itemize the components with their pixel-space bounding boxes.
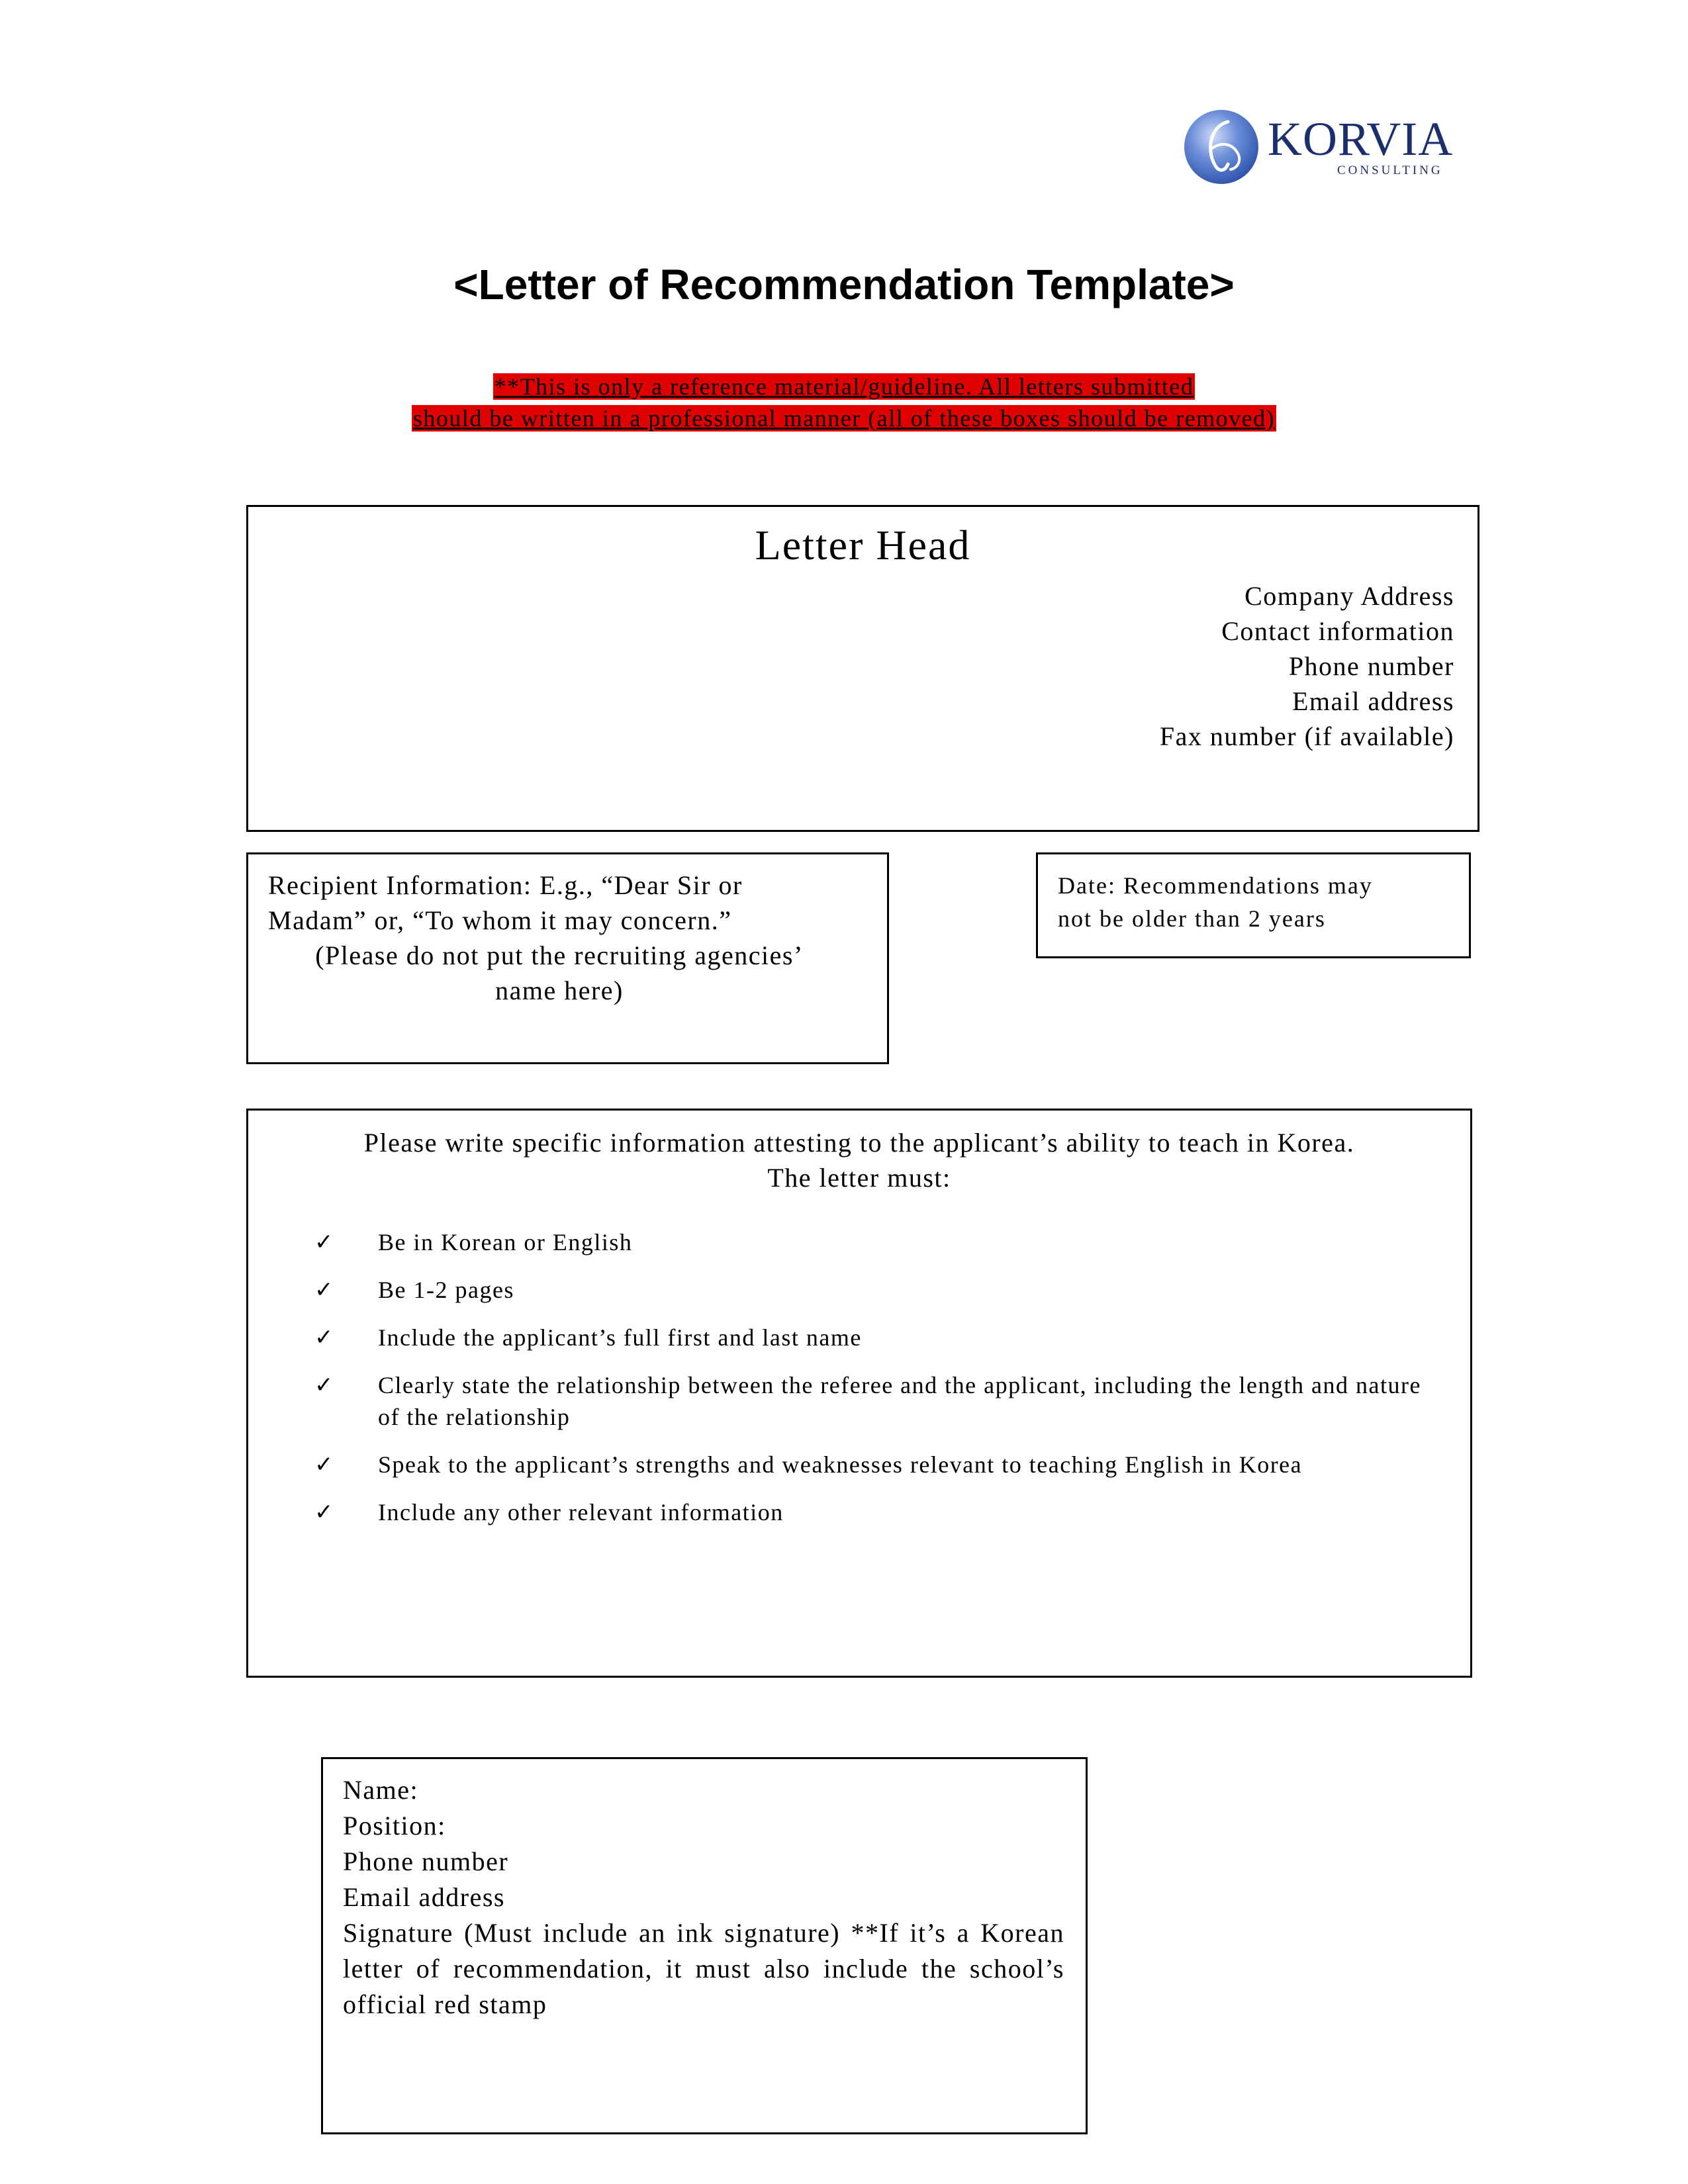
logo-subtext: CONSULTING xyxy=(1337,163,1443,177)
list-item-text: Clearly state the relationship between the referee and the applicant, including the length and nature of the relationship xyxy=(378,1372,1421,1430)
signature-name-label: Name: xyxy=(343,1775,419,1805)
checkmark-icon: ✓ xyxy=(314,1372,334,1398)
list-item xyxy=(314,1274,1440,1306)
checkmark-icon: ✓ xyxy=(314,1229,334,1255)
list-item-text: Speak to the applicant’s strengths and weaknesses relevant to teaching English in Korea xyxy=(378,1451,1303,1478)
list-item xyxy=(314,1226,1440,1258)
body-intro-line-2: The letter must: xyxy=(767,1163,951,1193)
letterhead-company-address: Company Address xyxy=(1244,581,1454,611)
signature-email-label: Email address xyxy=(343,1882,505,1912)
checkmark-icon: ✓ xyxy=(314,1499,334,1525)
date-line-1: Date: Recommendations may xyxy=(1058,872,1373,899)
recipient-info xyxy=(268,868,851,1008)
list-item xyxy=(314,1496,1440,1528)
recipient-line-4: name here) xyxy=(495,976,624,1005)
logo-emblem-icon xyxy=(1182,107,1261,187)
body-intro-line-1: Please write specific information attesting to the applicant’s ability to teach in Korea. xyxy=(363,1128,1355,1158)
body-intro xyxy=(248,1125,1470,1195)
letterhead-fax: Fax number (if available) xyxy=(1159,721,1454,751)
requirements-list xyxy=(314,1226,1440,1544)
checkmark-icon: ✓ xyxy=(314,1451,334,1478)
notice-line-2: should be written in a professional manner (all of these boxes should be removed) xyxy=(412,405,1276,432)
list-item-text: Include any other relevant information xyxy=(378,1499,784,1525)
signature-phone-label: Phone number xyxy=(343,1846,509,1876)
date-line-2: not be older than 2 years xyxy=(1058,905,1326,932)
list-item-text: Be in Korean or English xyxy=(378,1229,633,1255)
reference-notice xyxy=(0,371,1688,434)
logo-wordmark: KORVIA xyxy=(1268,113,1454,165)
checkmark-icon: ✓ xyxy=(314,1324,334,1351)
letterhead-title: Letter Head xyxy=(755,522,971,569)
list-item xyxy=(314,1369,1440,1433)
letterhead-details xyxy=(1160,578,1454,754)
letterhead-contact-info: Contact information xyxy=(1221,616,1454,646)
letterhead-phone: Phone number xyxy=(1288,651,1454,681)
list-item xyxy=(314,1322,1440,1353)
signature-position-label: Position: xyxy=(343,1811,446,1841)
recipient-line-1: Recipient Information: E.g., “Dear Sir or xyxy=(268,870,743,900)
signature-box xyxy=(321,1757,1088,2134)
recipient-line-2: Madam” or, “To whom it may concern.” xyxy=(268,905,732,935)
signature-note: Signature (Must include an ink signature) **If it’s a Korean letter of recommendation, it must also include the school’s official red stamp xyxy=(343,1918,1064,2019)
recipient-line-3: (Please do not put the recruiting agencies’ xyxy=(315,940,804,970)
list-item-text: Include the applicant’s full first and last name xyxy=(378,1324,862,1351)
recipient-box xyxy=(246,852,889,1064)
company-logo xyxy=(1182,106,1466,192)
date-box xyxy=(1036,852,1471,958)
signature-info xyxy=(343,1772,1064,2023)
page-title: <Letter of Recommendation Template> xyxy=(453,261,1235,308)
list-item xyxy=(314,1449,1440,1480)
letterhead-box xyxy=(246,505,1479,832)
letterhead-email: Email address xyxy=(1292,686,1454,716)
letter-body-box xyxy=(246,1109,1472,1678)
date-info xyxy=(1058,869,1455,935)
checkmark-icon: ✓ xyxy=(314,1277,334,1303)
list-item-text: Be 1-2 pages xyxy=(378,1277,514,1303)
notice-line-1: **This is only a reference material/guideline. All letters submitted xyxy=(494,373,1194,400)
